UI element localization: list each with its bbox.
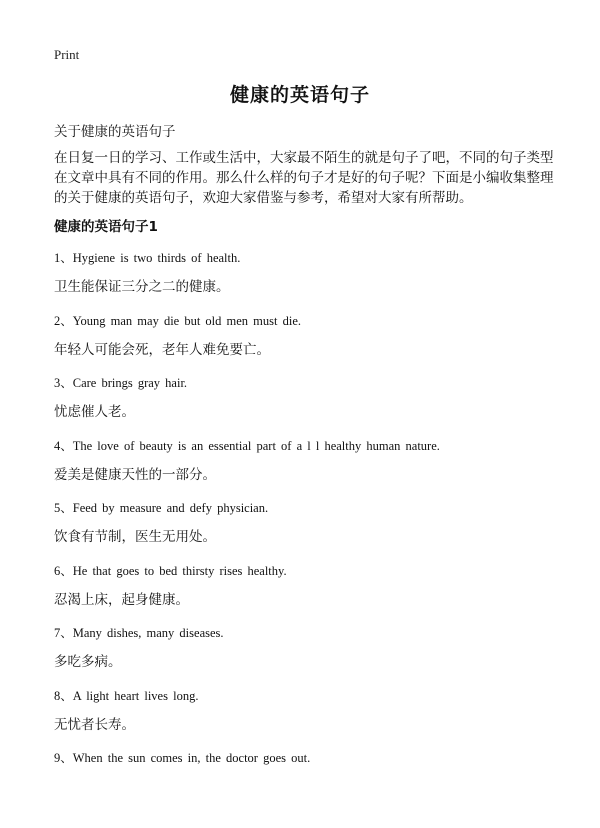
document-title: 健康的英语句子 — [229, 84, 370, 106]
sentence-item — [54, 375, 564, 438]
sentence-list — [54, 250, 564, 813]
section-heading: 健康的英语句子1 — [54, 219, 158, 235]
chinese-translation: 饮食有节制，医生无用处。 — [54, 529, 216, 545]
document-subtitle: 关于健康的英语句子 — [54, 124, 176, 140]
sentence-item — [54, 500, 564, 563]
chinese-translation: 年轻人可能会死，老年人难免要亡。 — [54, 341, 270, 358]
sentence-item — [54, 625, 564, 688]
sentence-item — [54, 313, 564, 376]
english-sentence: 8、A light heart lives long. — [54, 688, 199, 703]
sentence-item — [54, 563, 564, 626]
sentence-item — [54, 688, 564, 751]
english-sentence: 7、Many dishes, many diseases. — [54, 626, 224, 640]
chinese-translation: 无忧者长寿。 — [54, 716, 135, 733]
print-label: Print — [54, 47, 80, 62]
english-sentence: 9、When the sun comes in, the doctor goes out. — [54, 751, 311, 765]
chinese-translation: 忧虑催人老。 — [54, 404, 135, 420]
intro-paragraph: 在日复一日的学习、工作或生活中，大家最不陌生的就是句子了吧，不同的句子类型在文章中具有不同的作用。那么什么样的句子才是好的句子呢？下面是小编收集整理的关于健康的英语句子，欢迎大家借鉴与参考，希望对大家有所帮助。 — [54, 150, 554, 206]
english-sentence: 3、Care brings gray hair. — [54, 376, 188, 390]
chinese-translation: 卫生能保证三分之二的健康。 — [54, 279, 230, 295]
english-sentence: 2、Young man may die but old men must die. — [54, 313, 302, 328]
english-sentence: 1、Hygiene is two thirds of health. — [54, 251, 241, 265]
chinese-translation: 爱美是健康天性的一部分。 — [54, 466, 216, 483]
sentence-item — [54, 750, 564, 813]
chinese-translation: 忍渴上床，起身健康。 — [54, 591, 189, 608]
chinese-translation: 多吃多病。 — [54, 654, 122, 670]
english-sentence: 4、The love of beauty is an essential part of a l l healthy human nature. — [54, 438, 440, 453]
english-sentence: 6、He that goes to bed thirsty rises healthy. — [54, 563, 287, 578]
english-sentence: 5、Feed by measure and defy physician. — [54, 501, 269, 515]
sentence-item — [54, 438, 564, 501]
sentence-item — [54, 250, 564, 313]
